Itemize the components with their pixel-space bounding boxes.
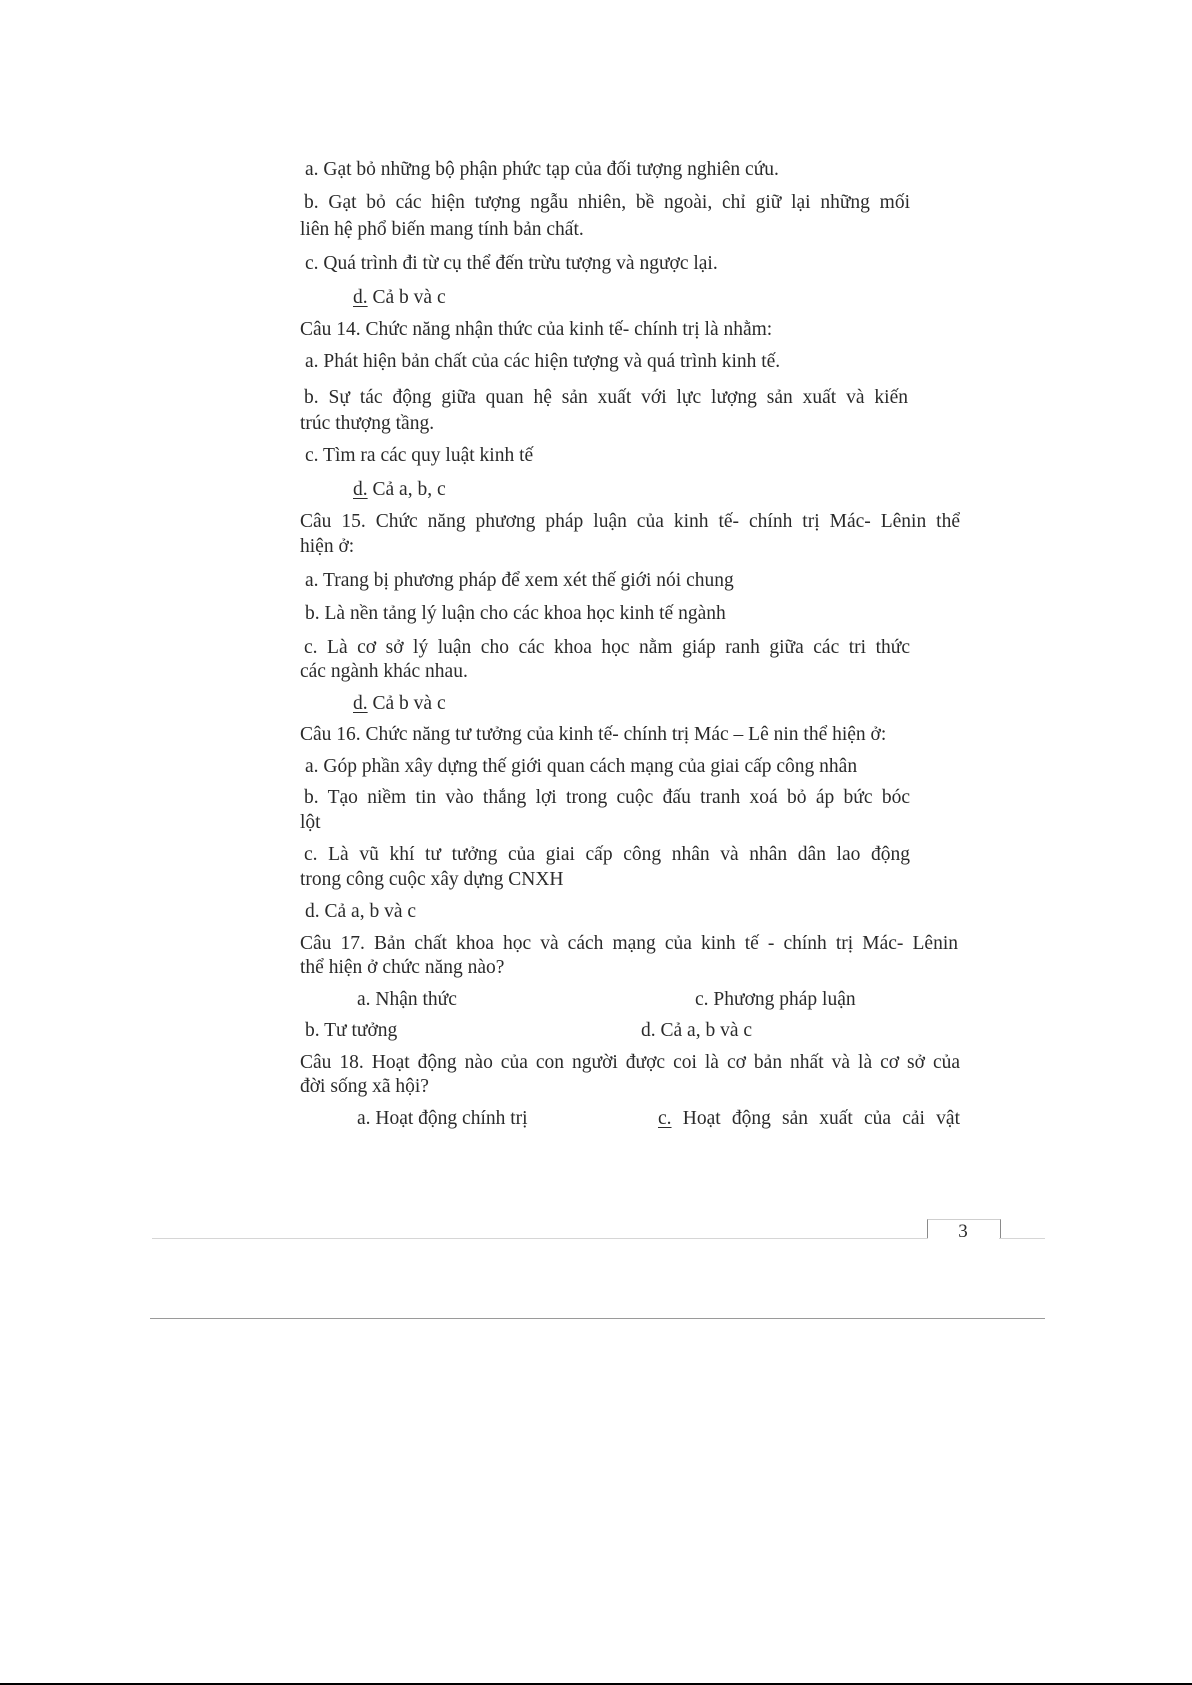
footer-divider-right [999,1238,1045,1239]
q16-option-c: c. Là vũ khí tư tưởng của giai cấp công nhân và nhân dân lao động [304,844,910,865]
q18-option-a: a. Hoạt động chính trị [357,1108,528,1129]
answer-letter: d. [353,287,368,308]
answer-letter: d. [353,693,368,714]
question-16: Câu 16. Chức năng tư tưởng của kinh tế- chính trị Mác – Lê nin thể hiện ở: [300,724,887,745]
q15-option-c-cont: các ngành khác nhau. [300,661,468,682]
q14-option-a: a. Phát hiện bản chất của các hiện tượng và quá trình kinh tế. [305,351,781,372]
q13-option-a: a. Gạt bỏ những bộ phận phức tạp của đối tượng nghiên cứu. [305,159,779,180]
question-17-cont: thể hiện ở chức năng nào? [300,957,505,978]
answer-text: Cả b và c [372,693,446,714]
question-18: Câu 18. Hoạt động nào của con người được coi là cơ bản nhất và là cơ sở của [300,1052,960,1073]
q18-option-c [658,1107,960,1131]
answer-text: Cả a, b, c [372,479,446,500]
answer-letter: d. [353,479,368,500]
q17-option-a: a. Nhận thức [357,989,457,1010]
q16-option-d: d. Cả a, b và c [305,901,417,922]
q13-option-c: c. Quá trình đi từ cụ thể đến trừu tượng và ngược lại. [305,253,718,274]
q16-option-c-cont: trong công cuộc xây dựng CNXH [300,869,564,890]
q15-option-b: b. Là nền tảng lý luận cho các khoa học kinh tế ngành [305,603,726,624]
q13-answer [353,286,446,310]
q17-option-b: b. Tư tưởng [305,1020,398,1041]
q15-option-c: c. Là cơ sở lý luận cho các khoa học nằm giáp ranh giữa các tri thức [304,637,910,658]
q17-option-d: d. Cả a, b và c [641,1020,753,1041]
q16-option-b: b. Tạo niềm tin vào thắng lợi trong cuộc đấu tranh xoá bỏ áp bức bóc [304,787,910,808]
question-17: Câu 17. Bản chất khoa học và cách mạng của kinh tế - chính trị Mác- Lênin [300,933,958,954]
question-14: Câu 14. Chức năng nhận thức của kinh tế- chính trị là nhằm: [300,319,773,340]
q13-option-b-cont: liên hệ phổ biến mang tính bản chất. [300,219,584,240]
q15-answer [353,692,446,716]
q13-option-b: b. Gạt bỏ các hiện tượng ngẫu nhiên, bề ngoài, chỉ giữ lại những mối [304,192,910,213]
page-number: 3 [958,1221,968,1242]
question-18-cont: đời sống xã hội? [300,1076,429,1097]
q14-option-b: b. Sự tác động giữa quan hệ sản xuất với lực lượng sản xuất và kiến [304,387,908,408]
answer-letter: c. [658,1108,672,1129]
q14-option-b-cont: trúc thượng tầng. [300,413,435,434]
question-15: Câu 15. Chức năng phương pháp luận của kinh tế- chính trị Mác- Lênin thể [300,511,960,532]
page-bottom-divider [150,1318,1045,1319]
q14-option-c: c. Tìm ra các quy luật kinh tế [305,445,534,466]
q16-option-b-cont: lột [300,812,321,833]
footer-divider-left [152,1238,928,1239]
q17-option-c: c. Phương pháp luận [695,989,856,1010]
answer-text: Cả b và c [372,287,446,308]
q15-option-a: a. Trang bị phương pháp để xem xét thế giới nói chung [305,570,734,591]
question-15-cont: hiện ở: [300,536,355,557]
q16-option-a: a. Góp phần xây dựng thế giới quan cách mạng của giai cấp công nhân [305,756,858,777]
answer-text: Hoạt động sản xuất của cải vật [682,1108,960,1129]
q14-answer [353,478,446,502]
